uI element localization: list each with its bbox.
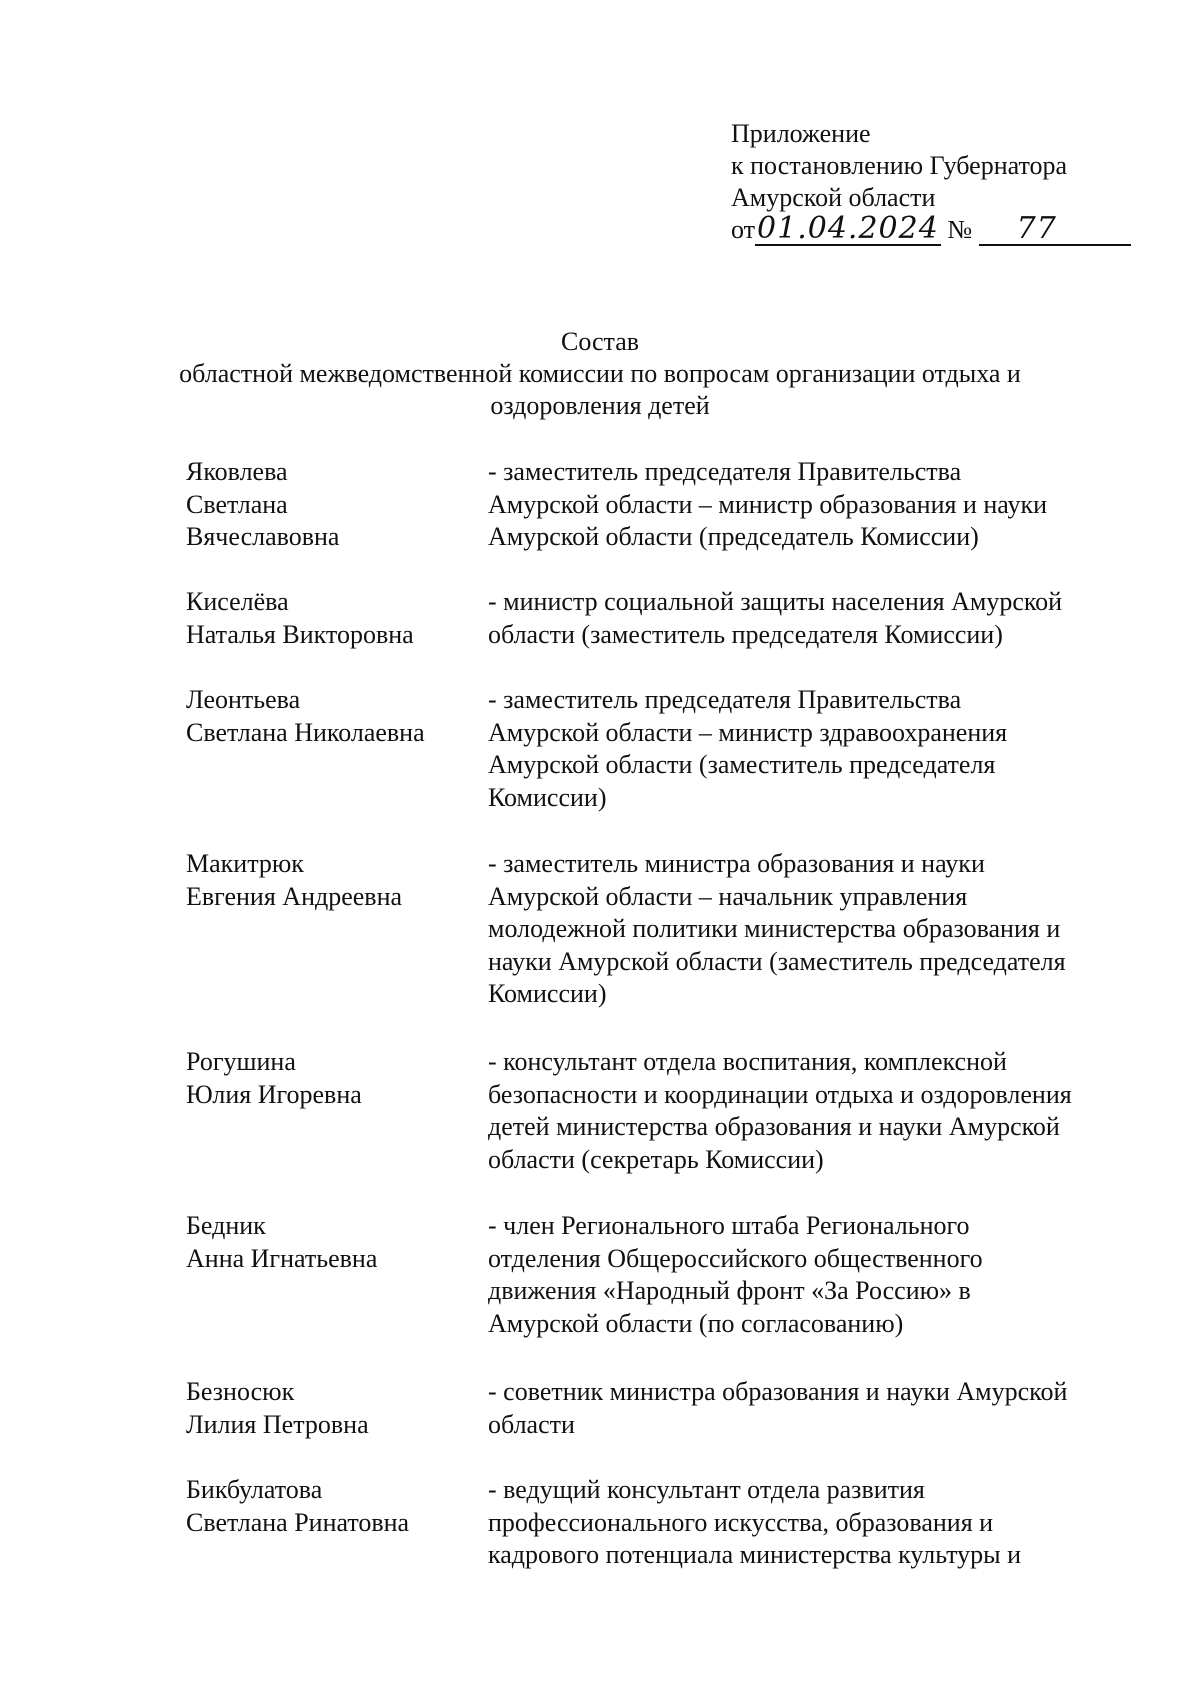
title-subheading: областной межведомственной комиссии по вопросам организации отдыха и [179,359,1021,388]
member-role: - заместитель председателя Правительства Амурской области – министр образования и науки Амурской области (председатель Комиссии) [488,457,1048,551]
appendix-region: Амурской области [731,183,936,212]
member-role: - заместитель министра образования и науки Амурской области – начальник управления молодежной политики министерства образования и науки Амурской области (заместитель председателя Комиссии) [488,849,1066,1008]
appendix-header [731,118,1131,246]
member-entry [186,1046,1128,1176]
member-role: - ведущий консультант отдела развития профессионального искусства, образования и кадрового потенциала министерства культуры и [488,1475,1021,1569]
member-name: Бедник Анна Игнатьевна [186,1211,378,1273]
title-subheading-cont: оздоровления детей [490,391,710,420]
member-entry [186,684,1128,814]
from-label: от [731,215,756,244]
member-name: Макитрюк Евгения Андреевна [186,849,403,911]
member-entry [186,586,1128,651]
number-label: № [947,215,973,244]
handwritten-number: 77 [979,214,1131,246]
decree-reference [731,211,1131,246]
member-name: Яковлева Светлана Вячеславовна [186,457,340,551]
member-entry [186,848,1128,1011]
member-name: Леонтьева Светлана Николаевна [186,685,425,747]
member-role: - советник министра образования и науки Амурской области [488,1377,1068,1439]
member-name: Киселёва Наталья Викторовна [186,587,414,649]
member-role: - консультант отдела воспитания, комплексной безопасности и координации отдыха и оздоровления детей министерства образования и науки Амурской области (секретарь Комиссии) [488,1047,1072,1174]
member-role: - член Регионального штаба Регионального отделения Общероссийского общественного движения «Народный фронт «За Россию» в Амурской области (по согласованию) [488,1211,983,1338]
member-entry [186,456,1128,554]
member-name: Безносюк Лилия Петровна [186,1377,369,1439]
member-role: - заместитель председателя Правительства Амурской области – министр здравоохранения Амурской области (заместитель председателя Комиссии) [488,685,1008,812]
member-entry [186,1210,1128,1340]
document-title [0,326,1200,422]
title-heading: Состав [560,327,640,356]
member-entry [186,1376,1128,1441]
member-name: Рогушина Юлия Игоревна [186,1047,362,1109]
member-name: Бикбулатова Светлана Ринатовна [186,1475,410,1537]
handwritten-date: 01.04.2024 [757,211,939,246]
appendix-title: Приложение [731,119,871,148]
appendix-subtitle: к постановлению Губернатора [731,151,1068,180]
member-entry [186,1474,1128,1572]
member-role: - министр социальной защиты населения Амурской области (заместитель председателя Комиссии) [488,587,1063,649]
